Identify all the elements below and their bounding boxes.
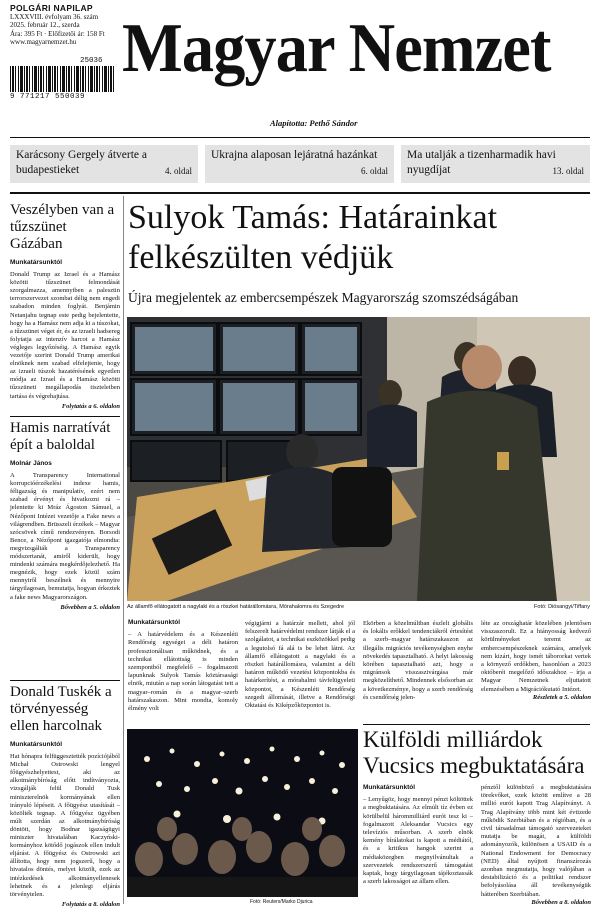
lead-column-2 <box>245 620 355 710</box>
issue-code: 25036 <box>80 57 103 65</box>
control-room-photo <box>127 317 590 601</box>
second-story-rule <box>363 724 590 725</box>
lead-column-3 <box>363 620 473 702</box>
sidebar-body: A Transparency International korrupcióérzékelési indexe hamis, féligazság és manipulatív, ezért nem szabad érvényt és hivatkozni rá – jelentette ki Mráz Ágoston Sámuel, a Nézőpont Intézet vezetője a Fake news a világrendben. Brüsszeli érzékek – Magyar szócsövek című rendezvényen. Borsodi Bence, a Nézőpont igazgatója elmondta: megvizsgálták a Transparency módszertanát, amiről kiderült, hogy mindenki számára megkérdőjelezhető. Ha megnézik, hogy ezek közül szám mennyiről beszélnek és mennyire tárgyilagosan, bemutatja, hogyan érkeztek a fake news Magyarországon. <box>10 472 120 601</box>
masthead-meta <box>10 4 122 47</box>
barcode <box>10 66 114 100</box>
teaser-text: Ukrajna alaposan lejáratná hazánkat <box>211 149 378 161</box>
sidebar-article-1[interactable] <box>10 202 120 411</box>
second-column-2 <box>481 784 591 906</box>
sidebar-article-2[interactable] <box>10 420 120 612</box>
website[interactable]: www.magyarnemzet.hu <box>10 38 77 46</box>
second-author: Munkatársunktól <box>363 784 416 791</box>
lead-subtitle: Újra megjelentek az embercsempészek Magyarország szomszédságában <box>128 290 519 305</box>
lead-column-1 <box>128 619 238 713</box>
teaser-page: 4. oldal <box>165 166 192 176</box>
caption-text: Az államfő ellátogatott a nagylaki és a röszkei határállomásra, Mórahalomra és Szegedre <box>127 604 345 610</box>
second-column-text: pénztől különböző a megbuktatására törekvőket, ezek között említve a 28 millió eurót kapott Trag Alapítványt. A Trag Alapítvány több mint két évtizede működik Szerbiában és a régióban, és a civil társadalmat támogató szervezeteket mutatja be magát, a külföldi adományozók, különösen a USAID és a National Endowment for Democracy (NED) által nyújtott finanszírozás azonban megmutatja, hogy valójában a destabilizáció és a politikai rendszer befolyásolása áll tevékenységük hátterében Szerbiában. <box>481 784 591 898</box>
lead-photo-caption <box>127 604 590 610</box>
sidebar-body: Donald Trump az Izrael és a Hamász közötti tűzszünet felmondását szorgalmazza, amennyiben a palesztin terrorszervezet szombat délig nem engedi szabadon minden foglyát. Benjámin Netanjahu tegnap este pedig bejelentette, hogy ha a Hamász nem adja ki a túszokat, a tűzszünet véget ér, és az izraeli hadsereg folytatja az intenzív harcot a Hamász végleges legyőzéséig. A Hamász egyik vezetője szerint Donald Trump amerikai elnöknek nem szabad elfelejtenie, hogy az izraeli túszok hazatérésének egyetlen módja az Izrael és a Hamász közötti tűzszüneti megállapodás tiszteletben tartása és végrehajtása. <box>10 271 120 400</box>
volume-info: LXXXVIII. évfolyam 36. szám <box>10 12 99 21</box>
protest-photo <box>127 729 358 897</box>
lead-column-text: léte az országhatár közelében jelentősen visszaszorult. Ez a hiányosság kedvező körülményeket teremt az embercsempészeknek számára, amelyek nem kizárt, hogy ismét tábororkat vertek a környező erdőkben, hasonlóan a 2023 októberéi megelőző időszakhoz – írja a Magyar Nemzetnek eljuttatott elemzésében a Migrációkutató Intézet. <box>481 620 591 693</box>
sidebar-divider <box>10 416 120 417</box>
crowd-photo <box>127 729 358 897</box>
founder-line: Alapította: Pethő Sándor <box>270 118 358 128</box>
sidebar-divider <box>10 680 120 681</box>
barcode-number: 9 771217 550039 <box>10 93 86 101</box>
sidebar-headline: Donald Tuskék a törvényesség ellen harcolnak <box>10 684 112 734</box>
price-info: Ára: 395 Ft · Előfizetői ár: 158 Ft <box>10 29 105 38</box>
protest-photo-credit: Fotó: Reuters/Marko Djurica <box>250 899 313 905</box>
lead-column-text: – A határvédelem és a Készenléti Rendőrség egységei a déli határon professzionálisan működnek, és a technikai ellátottság is minden szempontból megfelelő – fogalmazott lapunknak Sulyok Tamás köztársasági elnök, miután a nap során látogatást tett a magyar–román és a magyar–szerb határszakaszon. Mint mondta, komoly élmény volt <box>128 631 238 713</box>
teaser-3[interactable] <box>401 145 590 183</box>
section-rule <box>10 192 590 194</box>
sidebar-headline: Hamis narratívát épít a baloldal <box>10 420 111 453</box>
lead-column-text: Ekörben a közelmúltban észlelt globális és lokális erőkkel tendenciákról értesítést a szerb–magyar határszakaszon az illegális migrációs tevékenységben enyhe növekedés tapasztalható. A helyi lakosság körében tapasztalható azt, hogy a migránsok visszaszivárgása már megközelíthető. Mindennek elsősorban az a következménye, hogy a szerb rendőrség és csendőrség jelen- <box>363 620 473 701</box>
photo-credit: Fotó: Diósangyi/Tiffany <box>534 604 590 610</box>
lead-photo <box>127 317 590 601</box>
second-column-text: – Lenyűgöz, hogy mennyi pénzt költöttek a megbuktatására. Az elmúlt tíz évben ez körülbelül hárommilliárd eurót tesz ki – fogalmazott Aleksandar Vucsics egy televíziós műsorban. A szerb elnök kemény bírálatokat is kapott a médiától, és a kritikus hangok szerint a médiaközegben megnyilvánultak a szervezetek rendszerszerű támogatást kaptak, hogy tárgyilagosan tájékoztassák a szerb lakosságot az állam ellen. <box>363 796 473 886</box>
teaser-2[interactable] <box>205 145 394 183</box>
sidebar-continued: Bővebben a 5. oldalon <box>60 603 120 611</box>
teaser-page: 6. oldal <box>361 166 388 176</box>
teaser-1[interactable] <box>10 145 198 183</box>
sidebar-continued: Folytatás a 6. oldalon <box>61 402 120 410</box>
lead-continued: Részletek a 5. oldalon <box>532 693 591 701</box>
second-headline[interactable]: Külföldi milliárdok Vucsics megbuktatására <box>363 727 585 778</box>
sidebar-continued: Folytatás a 8. oldalon <box>61 900 120 908</box>
lead-author: Munkatársunktól <box>128 619 181 626</box>
teaser-text: Ma utalják a tizenharmadik havi nyugdíjat <box>407 149 556 176</box>
sidebar-author: Munkatársunktól <box>10 259 63 266</box>
lead-headline[interactable]: Sulyok Tamás: Határainkat felkészülten védjük <box>128 199 498 276</box>
newspaper-label: POLGÁRI NAPILAP <box>10 3 93 13</box>
masthead-rule <box>10 137 590 138</box>
second-continued: Bővebben a 8. oldalon <box>531 898 591 906</box>
column-divider <box>123 196 124 904</box>
sidebar-headline: Veszélyben van a tűzszünet Gázában <box>10 202 115 252</box>
newspaper-title: Magyar Nemzet <box>122 10 551 87</box>
barcode-bars <box>10 66 114 92</box>
sidebar-body: Hat hónapra felfüggesztették pozíciójából Michał Ostrowski lengyel főügyészhelyettest, aki az alkotmánybíróság előtt indítványozta, vizsgálják felül Donald Tusk miniszterelnök kormányának ellen irányuló lépéseit. A főügyész utasítását – közölték tegnap. A főügyész ügyében múlt szerdán az alkotmánybíróság döntött, hogy Bodnar igazságügyi miniszter hivatalában Kaczyński-kormányhoz kötődő jogászok ellen indult eljárást. A főügyész és Ostrowski azt állította, hogy nem jogszerű, hogy a hivatalos döntés, melyet közölt, ezek az intézkedések alkotmányellenesek lehetnek és a jelenlegi eljárás törvénytelen. <box>10 753 120 898</box>
teaser-text: Karácsony Gergely átverte a budapestieket <box>16 149 148 176</box>
second-column-1 <box>363 784 473 886</box>
sidebar-article-3[interactable] <box>10 684 120 908</box>
teaser-page: 13. oldal <box>552 166 584 176</box>
issue-date: 2025. február 12., szerda <box>10 21 80 29</box>
lead-column-4 <box>481 620 591 702</box>
lead-column-text: végigjárni a határzár mellett, ahol jól felszerelt határvédelmi rendszer látják el a szolgálatot, a technikai eszközökkel pedig a legutolsó fá alá is be lehet látni. Az államfő ellátogatott a nagylaki és a röszkei határállomásra, valamint a déli határon működő vezetési központokba és határkerítést, a mórahalmi távfelügyeleti központot, a Készenléti Rendőrség szegedi állomását, illetve a Rendőrségi Oktatási és Kiképzőközpontot is. <box>245 620 355 710</box>
sidebar-author: Molnár János <box>10 460 52 467</box>
sidebar-author: Munkatársunktól <box>10 741 63 748</box>
